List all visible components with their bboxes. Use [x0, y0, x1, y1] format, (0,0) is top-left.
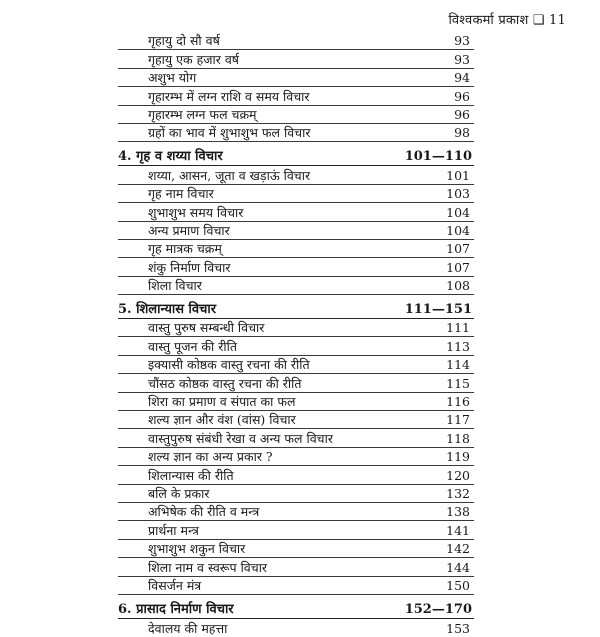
toc-entry-row [118, 203, 474, 221]
toc-entry-row [118, 558, 474, 576]
toc-entry-page: 96 [454, 106, 470, 122]
toc-entry-row [118, 448, 474, 466]
toc-entry-title: अशुभ योग [148, 70, 197, 86]
toc-entry-page: 119 [446, 449, 470, 465]
toc-entry-page: 96 [454, 88, 470, 104]
toc-entry-row [118, 619, 474, 637]
toc-entry-title: इक्यासी कोष्ठक वास्तु रचना की रीति [148, 357, 310, 373]
toc-entry-page: 114 [446, 357, 470, 373]
toc-entry-title: वास्तु पूजन की रीति [148, 338, 237, 354]
toc-entry-page: 101 [446, 167, 470, 183]
toc-entry-page: 111 [446, 320, 470, 336]
toc-entry-row [118, 185, 474, 203]
toc-entry-page: 117 [446, 412, 470, 428]
toc-entry-page: 116 [446, 394, 470, 410]
toc-entry-page: 104 [446, 204, 470, 220]
toc-entry-page: 113 [446, 338, 470, 354]
chapter-page-range: 101—110 [404, 149, 472, 165]
toc-entry-row [118, 277, 474, 295]
toc-entry-title: प्रार्थना मन्त्र [148, 522, 199, 538]
toc-entry-row [118, 319, 474, 337]
toc-entry-row [118, 540, 474, 558]
toc-entry-title: चौंसठ कोष्ठक वास्तु रचना की रीति [148, 375, 302, 391]
chapter-title: 5. शिलान्यास विचार [118, 302, 217, 318]
toc-entry-row [118, 466, 474, 484]
chapter-heading-row [118, 295, 474, 319]
chapter-page-range: 152—170 [404, 601, 472, 617]
toc-entry-page: 120 [446, 467, 470, 483]
running-title: विश्वकर्मा प्रकाश [448, 13, 529, 28]
toc-entry-page: 103 [446, 186, 470, 202]
toc-entry-title: वास्तु पुरुष सम्बन्धी विचार [148, 320, 265, 336]
toc-entry-page: 141 [446, 522, 470, 538]
toc-entry-title: शिला नाम व स्वरूप विचार [148, 559, 268, 575]
toc-entry-page: 150 [446, 577, 470, 593]
toc-entry-page: 153 [446, 621, 470, 637]
toc-entry-page: 115 [446, 375, 470, 391]
table-of-contents [118, 32, 474, 637]
toc-entry-row [118, 429, 474, 447]
toc-entry-page: 104 [446, 222, 470, 238]
toc-entry-row [118, 503, 474, 521]
toc-entry-row [118, 166, 474, 184]
toc-entry-title: शिला विचार [148, 278, 202, 294]
toc-entry-row [118, 485, 474, 503]
toc-entry-row [118, 222, 474, 240]
toc-entry-row [118, 240, 474, 258]
toc-entry-title: विसर्जन मंत्र [148, 577, 202, 593]
toc-entry-page: 107 [446, 241, 470, 257]
toc-entry-page: 108 [446, 278, 470, 294]
running-header [449, 10, 566, 28]
toc-entry-title: शल्य ज्ञान का अन्य प्रकार ? [148, 449, 273, 465]
toc-entry-page: 118 [446, 430, 470, 446]
toc-entry-row [118, 69, 474, 87]
toc-entry-page: 93 [454, 51, 470, 67]
page-number-marker: ❑ 11 [532, 13, 566, 28]
chapter-title: 4. गृह व शय्या विचार [118, 149, 223, 165]
toc-entry-row [118, 521, 474, 539]
toc-entry-page: 94 [454, 70, 470, 86]
toc-entry-page: 107 [446, 259, 470, 275]
toc-entry-row [118, 577, 474, 595]
toc-entry-page: 132 [446, 485, 470, 501]
toc-entry-page: 142 [446, 541, 470, 557]
toc-entry-row [118, 337, 474, 355]
toc-entry-row [118, 87, 474, 105]
toc-entry-title: गृहारम्भ लग्न फल चक्रम् [148, 106, 257, 122]
toc-entry-title: गृहारम्भ में लग्न राशि व समय विचार [148, 88, 310, 104]
toc-entry-row [118, 124, 474, 142]
toc-entry-page: 138 [446, 504, 470, 520]
toc-entry-title: शल्य ज्ञान और वंश (वांस) विचार [148, 412, 296, 428]
chapter-title: 6. प्रासाद निर्माण विचार [118, 601, 234, 617]
toc-entry-title: गृहायु दो सौ वर्ष [148, 33, 220, 49]
chapter-heading-row [118, 595, 474, 619]
toc-entry-title: देवालय की महत्ता [148, 621, 228, 637]
toc-entry-title: शिलान्यास की रीति [148, 467, 234, 483]
toc-entry-title: ग्रहों का भाव में शुभाशुभ फल विचार [148, 125, 311, 141]
toc-entry-title: अभिषेक की रीति व मन्त्र [148, 504, 260, 520]
toc-entry-title: गृहायु एक हजार वर्ष [148, 51, 240, 67]
toc-entry-title: शिरा का प्रमाण व संपात का फल [148, 394, 296, 410]
toc-entry-row [118, 258, 474, 276]
toc-entry-title: शय्या, आसन, जूता व खड़ाऊं विचार [148, 167, 311, 183]
toc-entry-title: वास्तुपुरुष संबंधी रेखा व अन्य फल विचार [148, 430, 333, 446]
toc-entry-row [118, 411, 474, 429]
toc-entry-page: 144 [446, 559, 470, 575]
chapter-heading-row [118, 142, 474, 166]
toc-entry-title: शुभाशुभ समय विचार [148, 204, 244, 220]
toc-entry-row [118, 356, 474, 374]
chapter-page-range: 111—151 [404, 302, 472, 318]
toc-entry-title: गृह मात्रक चक्रम् [148, 241, 222, 257]
toc-entry-row [118, 50, 474, 68]
toc-entry-row [118, 374, 474, 392]
toc-entry-row [118, 106, 474, 124]
toc-entry-row [118, 32, 474, 50]
toc-entry-title: शंकु निर्माण विचार [148, 259, 231, 275]
toc-entry-title: शुभाशुभ शकुन विचार [148, 541, 246, 557]
toc-entry-row [118, 393, 474, 411]
toc-entry-title: बलि के प्रकार [148, 485, 210, 501]
toc-entry-page: 98 [454, 125, 470, 141]
toc-entry-title: गृह नाम विचार [148, 186, 214, 202]
toc-entry-page: 93 [454, 33, 470, 49]
toc-entry-title: अन्य प्रमाण विचार [148, 222, 230, 238]
